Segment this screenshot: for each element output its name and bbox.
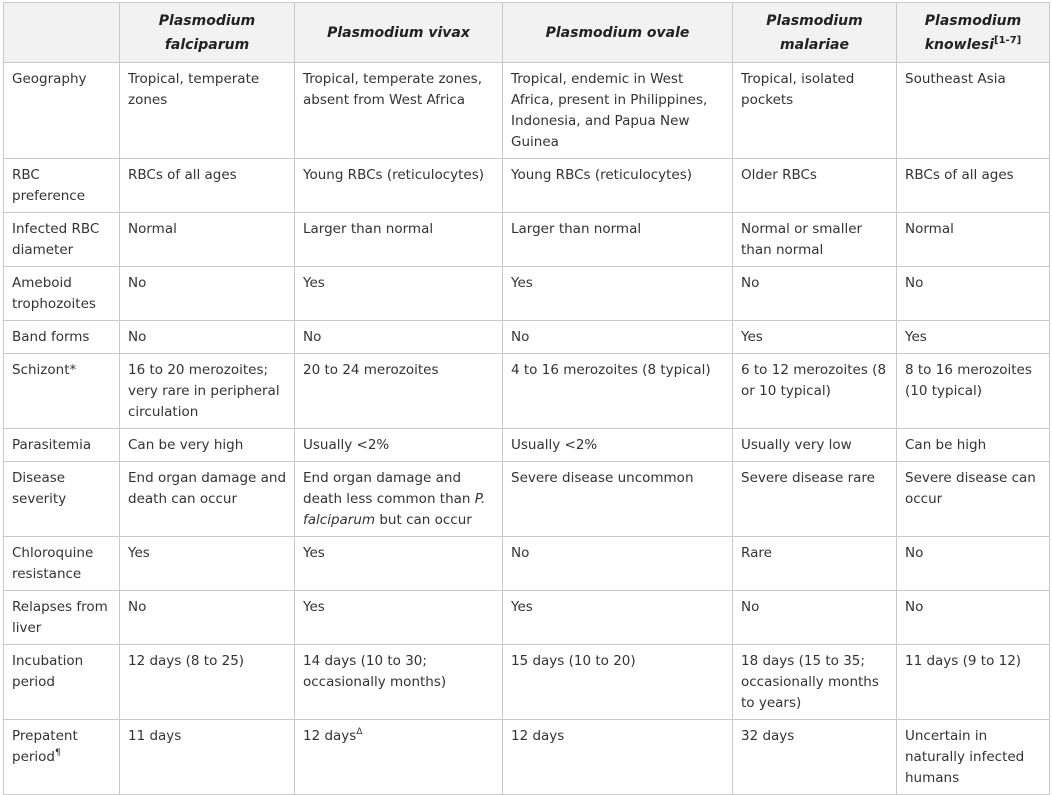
- table-row: [4, 63, 1050, 159]
- table-cell: [120, 429, 295, 462]
- row-label-cell: [4, 321, 120, 354]
- cell-text: 6 to 12 merozoites (8 or 10 typical): [741, 362, 887, 399]
- table-cell: [120, 645, 295, 720]
- table-cell: [295, 720, 503, 795]
- table-cell: [295, 645, 503, 720]
- cell-text: 12 days: [303, 728, 357, 744]
- cell-text: Yes: [741, 329, 763, 345]
- cell-text: No: [511, 329, 530, 345]
- cell-text: RBCs of all ages: [128, 167, 237, 183]
- cell-text: No: [905, 599, 924, 615]
- table-cell: [503, 720, 733, 795]
- cell-text: Tropical, isolated pockets: [741, 71, 855, 108]
- row-label: RBC preference: [12, 167, 86, 204]
- table-cell: [120, 720, 295, 795]
- cell-text: Tropical, temperate zones: [128, 71, 260, 108]
- cell-text: No: [128, 329, 147, 345]
- header-vivax: [295, 3, 503, 63]
- reference-superscript[interactable]: [1-7]: [994, 34, 1022, 46]
- table-cell: [295, 267, 503, 321]
- table-cell: [733, 429, 897, 462]
- cell-text: 14 days (10 to 30; occasionally months): [303, 653, 447, 690]
- cell-text: Larger than normal: [511, 221, 642, 237]
- cell-text: Yes: [905, 329, 927, 345]
- cell-text: 12 days (8 to 25): [128, 653, 245, 669]
- header-label: Plasmodium vivax: [327, 24, 470, 41]
- row-label: Relapses from liver: [12, 599, 108, 636]
- cell-text: but can occur: [375, 512, 472, 528]
- table-cell: [897, 267, 1050, 321]
- row-label-cell: [4, 429, 120, 462]
- table-cell: [120, 213, 295, 267]
- cell-text: Rare: [741, 545, 772, 561]
- cell-text: 4 to 16 merozoites (8 typical): [511, 362, 711, 378]
- table-cell: [120, 537, 295, 591]
- table-cell: [295, 213, 503, 267]
- table-cell: [897, 537, 1050, 591]
- table-cell: [897, 354, 1050, 429]
- header-row: [4, 3, 1050, 63]
- header-ovale: [503, 3, 733, 63]
- table-cell: [295, 63, 503, 159]
- cell-text: Yes: [303, 275, 325, 291]
- cell-text: Usually <2%: [303, 437, 390, 453]
- table-cell: [733, 63, 897, 159]
- table-row: [4, 537, 1050, 591]
- table-cell: [120, 354, 295, 429]
- table-cell: [503, 213, 733, 267]
- table-cell: [503, 354, 733, 429]
- header-label: Plasmodium falciparum: [158, 12, 256, 53]
- cell-text: End organ damage and death less common than: [303, 470, 475, 507]
- cell-text: Southeast Asia: [905, 71, 1006, 87]
- table-cell: [897, 321, 1050, 354]
- table-row: [4, 720, 1050, 795]
- cell-text: No: [905, 275, 924, 291]
- table-cell: [295, 321, 503, 354]
- table-cell: [733, 267, 897, 321]
- table-cell: [295, 591, 503, 645]
- table-cell: [733, 537, 897, 591]
- cell-text: No: [905, 545, 924, 561]
- cell-text: Usually very low: [741, 437, 852, 453]
- table-cell: [897, 429, 1050, 462]
- table-row: [4, 213, 1050, 267]
- header-malariae: [733, 3, 897, 63]
- table-cell: [295, 537, 503, 591]
- table-row: [4, 159, 1050, 213]
- table-cell: [503, 462, 733, 537]
- cell-text: Can be very high: [128, 437, 244, 453]
- cell-text: Severe disease can occur: [905, 470, 1036, 507]
- table-cell: [503, 591, 733, 645]
- table-body: [4, 63, 1050, 795]
- table-row: [4, 354, 1050, 429]
- table-cell: [733, 321, 897, 354]
- row-label: Chloroquine resistance: [12, 545, 94, 582]
- cell-text: Normal: [905, 221, 954, 237]
- cell-text: Tropical, endemic in West Africa, present in Philippines, Indonesia, and Papua New Guinea: [511, 71, 708, 150]
- table-cell: [295, 462, 503, 537]
- cell-text: Yes: [511, 275, 533, 291]
- table-cell: [295, 429, 503, 462]
- cell-text: Yes: [303, 599, 325, 615]
- cell-text: No: [303, 329, 322, 345]
- cell-text: No: [741, 275, 760, 291]
- row-label-cell: [4, 537, 120, 591]
- table-cell: [503, 429, 733, 462]
- table-cell: [897, 63, 1050, 159]
- header-label: Plasmodium ovale: [545, 24, 690, 41]
- cell-text: No: [128, 275, 147, 291]
- cell-text: Tropical, temperate zones, absent from West Africa: [303, 71, 482, 108]
- table-cell: [897, 591, 1050, 645]
- table-cell: [120, 267, 295, 321]
- cell-text: Uncertain in naturally infected humans: [905, 728, 1025, 786]
- cell-text: 8 to 16 merozoites (10 typical): [905, 362, 1032, 399]
- table-cell: [503, 537, 733, 591]
- header-knowlesi: [897, 3, 1050, 63]
- header-label: Plasmodium knowlesi: [924, 12, 1022, 53]
- cell-text: No: [741, 599, 760, 615]
- table-cell: [733, 720, 897, 795]
- table-cell: [733, 159, 897, 213]
- row-label: Incubation period: [12, 653, 84, 690]
- cell-text: Normal or smaller than normal: [741, 221, 863, 258]
- row-label-cell: [4, 720, 120, 795]
- table-row: [4, 321, 1050, 354]
- footnote-marker: Δ: [356, 727, 363, 737]
- table-cell: [733, 354, 897, 429]
- row-label: Parasitemia: [12, 437, 92, 453]
- cell-text: Severe disease rare: [741, 470, 875, 486]
- table-cell: [897, 159, 1050, 213]
- cell-text: 32 days: [741, 728, 795, 744]
- cell-text: Normal: [128, 221, 177, 237]
- table-cell: [503, 267, 733, 321]
- row-label: Disease severity: [12, 470, 67, 507]
- table-cell: [503, 159, 733, 213]
- table-cell: [295, 159, 503, 213]
- header-label: Plasmodium malariae: [766, 12, 863, 53]
- table-cell: [897, 462, 1050, 537]
- cell-text: Older RBCs: [741, 167, 817, 183]
- cell-text: Young RBCs (reticulocytes): [303, 167, 485, 183]
- table-row: [4, 429, 1050, 462]
- row-label: Prepatent period: [12, 728, 78, 765]
- table-row: [4, 267, 1050, 321]
- cell-text: 20 to 24 merozoites: [303, 362, 439, 378]
- italic-species-name: P. falciparum: [303, 491, 486, 528]
- row-label-cell: [4, 645, 120, 720]
- cell-text: Yes: [128, 545, 150, 561]
- table-row: [4, 462, 1050, 537]
- cell-text: 11 days (9 to 12): [905, 653, 1022, 669]
- cell-text: No: [511, 545, 530, 561]
- cell-text: Usually <2%: [511, 437, 598, 453]
- cell-text: 11 days: [128, 728, 182, 744]
- table-cell: [897, 213, 1050, 267]
- row-label-cell: [4, 462, 120, 537]
- table-cell: [295, 354, 503, 429]
- cell-text: Severe disease uncommon: [511, 470, 694, 486]
- table-cell: [503, 645, 733, 720]
- row-label: Geography: [12, 71, 87, 87]
- cell-text: 16 to 20 merozoites; very rare in peripheral circulation: [128, 362, 280, 420]
- table-cell: [897, 720, 1050, 795]
- table-cell: [120, 159, 295, 213]
- cell-text: RBCs of all ages: [905, 167, 1014, 183]
- cell-text: Larger than normal: [303, 221, 434, 237]
- row-label-cell: [4, 354, 120, 429]
- footnote-marker: ¶: [55, 748, 61, 758]
- table-cell: [503, 63, 733, 159]
- row-label: Ameboid trophozoites: [12, 275, 96, 312]
- cell-text: No: [128, 599, 147, 615]
- header-corner-cell: [4, 3, 120, 63]
- table-cell: [503, 321, 733, 354]
- cell-text: Yes: [511, 599, 533, 615]
- table-cell: [733, 591, 897, 645]
- table-cell: [120, 321, 295, 354]
- cell-text: 15 days (10 to 20): [511, 653, 636, 669]
- row-label: Infected RBC diameter: [12, 221, 100, 258]
- header-falciparum: [120, 3, 295, 63]
- row-label-cell: [4, 591, 120, 645]
- cell-text: 12 days: [511, 728, 565, 744]
- cell-text: Young RBCs (reticulocytes): [511, 167, 693, 183]
- row-label: Schizont*: [12, 362, 77, 378]
- table-cell: [733, 645, 897, 720]
- plasmodium-comparison-table: [3, 2, 1050, 795]
- cell-text: Can be high: [905, 437, 987, 453]
- row-label-cell: [4, 213, 120, 267]
- row-label-cell: [4, 159, 120, 213]
- row-label: Band forms: [12, 329, 90, 345]
- cell-text: 18 days (15 to 35; occasionally months to years): [741, 653, 879, 711]
- table-cell: [733, 213, 897, 267]
- row-label-cell: [4, 267, 120, 321]
- table-cell: [733, 462, 897, 537]
- cell-text: Yes: [303, 545, 325, 561]
- cell-text: End organ damage and death can occur: [128, 470, 287, 507]
- table-cell: [120, 63, 295, 159]
- table-row: [4, 645, 1050, 720]
- row-label-cell: [4, 63, 120, 159]
- table-cell: [120, 591, 295, 645]
- table-row: [4, 591, 1050, 645]
- table-cell: [897, 645, 1050, 720]
- table-cell: [120, 462, 295, 537]
